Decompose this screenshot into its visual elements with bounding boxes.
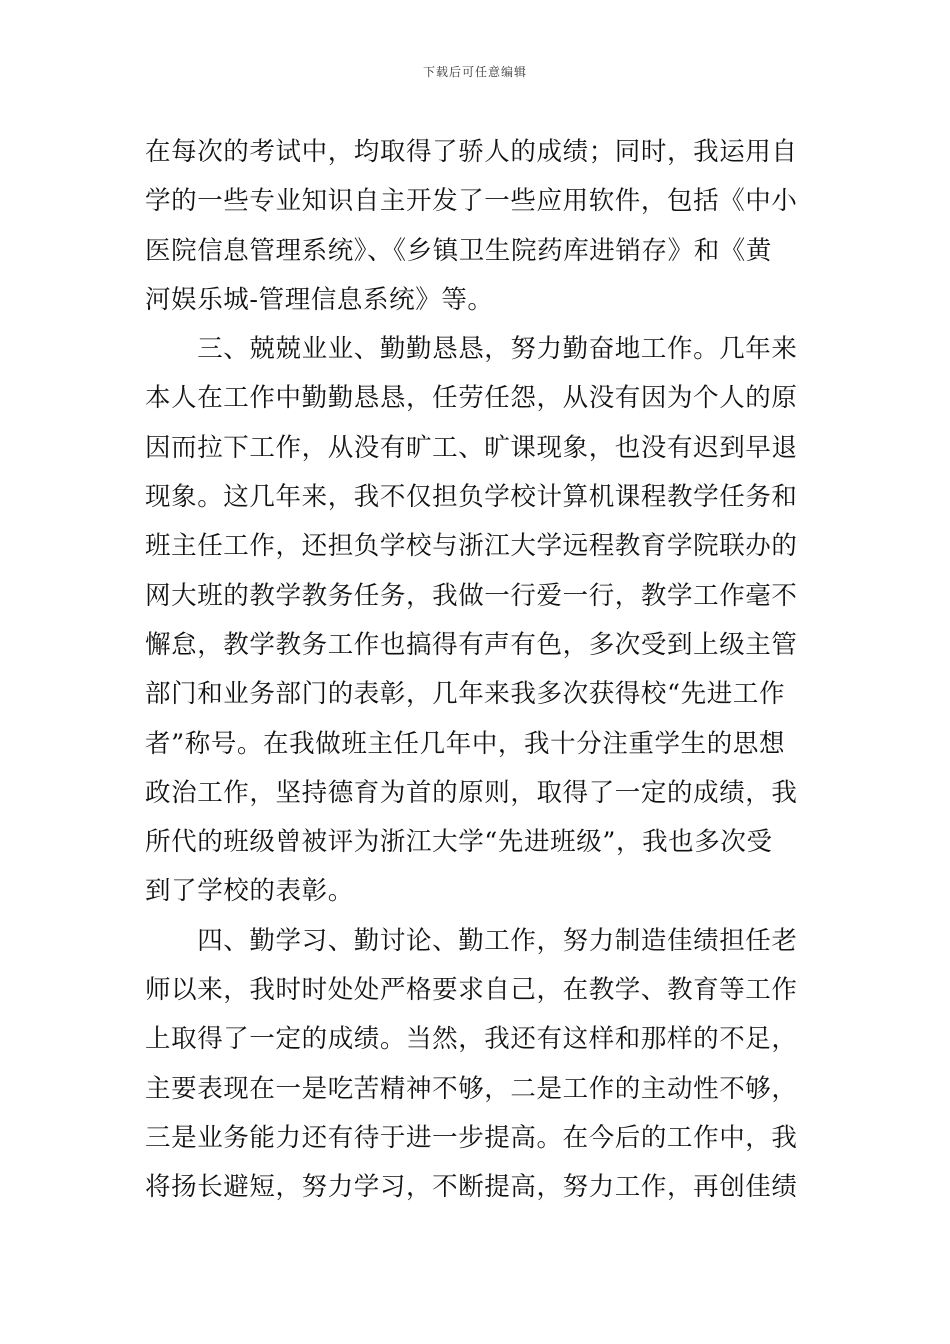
- text-line: 到了学校的表彰。: [145, 876, 354, 907]
- text-line: 部门和业务部门的表彰，几年来我多次获得校“先进工作: [145, 679, 786, 710]
- text-line: 现象。这几年来，我不仅担负学校计算机课程教学任务和: [145, 482, 798, 513]
- text-line: 上取得了一定的成绩。当然，我还有这样和那样的不足，: [145, 1024, 798, 1055]
- text-line: 学的一些专业知识自主开发了一些应用软件，包括《中小: [145, 186, 798, 217]
- text-line: 将扬长避短，努力学习，不断提高，努力工作，再创佳绩: [145, 1172, 798, 1203]
- text-line: 懈怠，教学教务工作也搞得有声有色，多次受到上级主管: [145, 629, 798, 660]
- document-body: [145, 128, 807, 1213]
- text-line: 医院信息管理系统》、《乡镇卫生院药库进销存》和《黄: [145, 235, 773, 266]
- text-line: 在每次的考试中，均取得了骄人的成绩；同时，我运用自: [145, 137, 798, 167]
- paragraph-start-line: 三、兢兢业业、勤勤恳恳，努力勤奋地工作。几年来: [145, 334, 798, 365]
- text-line: 政治工作，坚持德育为首的原则，取得了一定的成绩，我: [145, 777, 798, 808]
- text-line: 所代的班级曾被评为浙江大学“先进班级”，我也多次受: [145, 827, 773, 858]
- text-line: 因而拉下工作，从没有旷工、旷课现象，也没有迟到早退: [145, 432, 798, 463]
- text-line: 网大班的教学教务任务，我做一行爱一行，教学工作毫不: [145, 580, 798, 611]
- text-line: 主要表现在一是吃苦精神不够，二是工作的主动性不够，: [145, 1073, 798, 1104]
- paragraph-start-line: 四、勤学习、勤讨论、勤工作，努力制造佳绩担任老: [145, 925, 798, 956]
- text-line: 本人在工作中勤勤恳恳，任劳任怨，从没有因为个人的原: [145, 383, 798, 414]
- text-line: 师以来，我时时处处严格要求自己，在教学、教育等工作: [145, 975, 798, 1006]
- text-line: 班主任工作，还担负学校与浙江大学远程教育学院联办的: [145, 531, 798, 562]
- text-line: 者”称号。在我做班主任几年中，我十分注重学生的思想: [145, 728, 786, 759]
- text-line: 河娱乐城-管理信息系统》等。: [145, 284, 494, 315]
- header-note: 下载后可任意编辑: [422, 65, 527, 79]
- text-line: 三是业务能力还有待于进一步提高。在今后的工作中，我: [145, 1122, 798, 1153]
